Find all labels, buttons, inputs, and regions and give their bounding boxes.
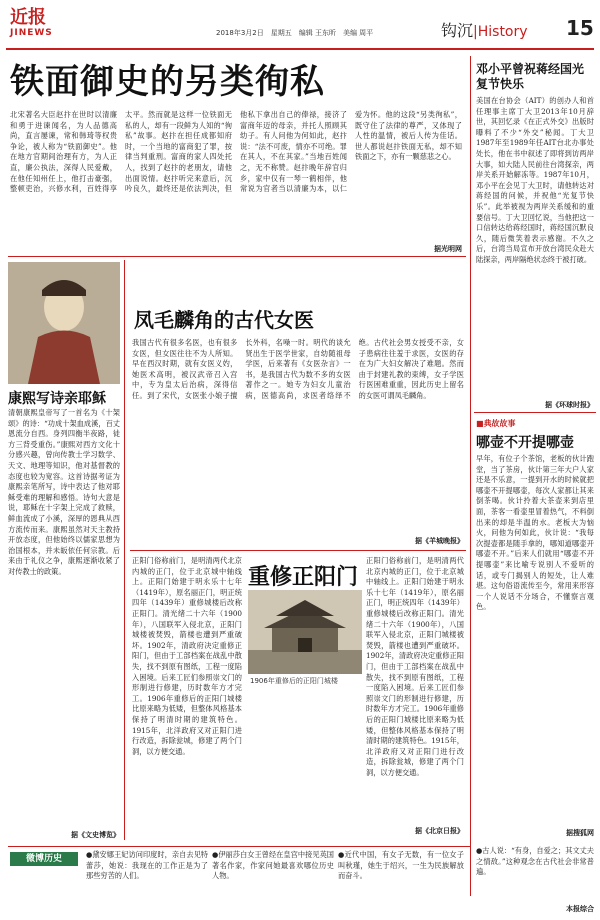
teapot-kicker [476, 418, 516, 429]
rule-right-h [474, 412, 596, 413]
kangxi-body: 清朝康熙皇帝写了一首名为《十架颂》的诗：“功成十架血成溪，百丈恩流分自西。身列四衡半夜路，徒方三背受重伤。”康熙对西方文化十分感兴趣，曾向传教士学习数学、天文、地理等知识，他对基督教的态度也较为宽容。这首诗据考证为康熙亲笔所写，诗中表达了他对耶稣受难的理解和感悟。诗句大意是说，耶稣在十字架上完成了救赎，鲜血流成了小溪，深厚的恩典从西方流传而来。康熙虽然对天主教持开放态度，但他始终以儒家思想为治国根本，并未皈依任何宗教。后来由于礼仪之争，康熙逐渐收紧了对传教士的政策。 [8, 408, 120, 576]
rule-left [124, 260, 125, 840]
kicker-marker-icon: ■ [476, 419, 484, 428]
rule-bottom [8, 846, 470, 847]
weibo-label-box [10, 852, 78, 866]
main-article-body: 北宋著名大臣赵抃在世时以清廉和勇于进谏闻名，为人品德高尚，直言屡谏，常和韩琦等权贵争论，被人称为“铁面御史”。他在地方官期间治理有方，为人正直，廉公执法，深得人民爱戴，在他任知州任上，他打击豪强，整顿吏治，兴修水利，百姓得享太平。然而就是这样一位铁面无私的人，却有一段鲜为人知的“徇私”故事。赵抃在担任成都知府时，一个当地的富商犯了罪，按律当判重刑。富商的家人四处托人，找到了赵抃的老朋友，请他出面说情。赵抃听完来意后，沉吟良久，最终还是依法判决，但他私下拿出自己的俸禄，接济了富商年迈的母亲，并托人照顾其幼子。有人问他为何如此，赵抃说：“法不可废，情亦不可绝。罪在其人，不在其家。”当地百姓闻之，无不称赞。赵抃晚年辞官归乡，家中仅有一琴一鹤相伴，他常说为官者当以清廉为本，以仁爱为怀。他的这段“另类徇私”，既守住了法律的尊严，又体现了人性的温情，被后人传为佳话。世人都说赵抃铁面无私，却不知铁面之下，亦有一颗慈悲之心。 [10, 110, 462, 194]
teapot-title: 哪壶不开提哪壶 [476, 435, 574, 451]
section-en: History [477, 24, 528, 40]
weibo-item-4: ●古人说：“有身，自爱之；其文丈夫之情敌。”这种观念在古代社会非常普遍。 [476, 846, 594, 877]
gate-photo-caption: 1906年重修后的正阳门城楼 [250, 677, 338, 685]
weibo-source: 本报综合 [566, 905, 594, 913]
logo-en: JINEWS [10, 28, 53, 38]
rule-main [8, 256, 466, 257]
gate-body-right: 正阳门俗称前门，是明清两代北京内城的正门，位于北京城中轴线上。正阳门始建于明永乐十七年（1419年），原名丽正门，明正统四年（1439年）重修城楼后改称正阳门。清光绪二十六年（1900年），八国联军入侵北京，正阳门城楼被焚毁，箭楼也遭到严重破坏。1902年，清政府决定重修正阳门，但由于工部档案在战乱中散失，找不到原有图纸，工程一度陷入困境。后来工匠们参照崇文门的形制进行修建，历时数年方才完工。1906年重修后的正阳门城楼比原来略为低矮，但整体风格基本保持了明清时期的建筑特色。1915年，北洋政府又对正阳门进行改造，拆除瓮城，修建了两个门洞，以方便交通。 [366, 556, 464, 777]
paper-logo [10, 8, 70, 44]
logo-cn: 近报 [10, 7, 46, 28]
kangxi-title: 康熙写诗亲耶稣 [8, 391, 106, 407]
weibo-item-3: ●近代中国，有女子无数，有一位女子叫秋瑾，她生于绍兴，一生为民族解放而奋斗。 [338, 850, 464, 881]
female-doctor-title: 凤毛麟角的古代女医 [134, 308, 314, 332]
kicker-label: 典故故事 [483, 419, 516, 428]
kangxi-source: 据《文史博览》 [71, 831, 120, 839]
main-article-title: 铁面御史的另类徇私 [10, 62, 325, 102]
gate-title: 重修正阳门 [248, 565, 359, 590]
rule-right [470, 56, 471, 896]
portrait-illustration [8, 262, 120, 384]
teapot-source: 据搜狐网 [566, 829, 594, 837]
female-doctor-source: 据《羊城晚报》 [415, 537, 464, 545]
main-article-source: 据光明网 [434, 245, 462, 253]
page-number: 15 [566, 16, 594, 40]
section-title: 钩沉|History [441, 21, 528, 40]
gate-illustration [248, 590, 362, 674]
masthead [6, 4, 594, 50]
section-cn: 钩沉 [441, 21, 474, 40]
deng-body: 美国在台协会（AIT）的创办人和首任理事主席丁大卫2013年10月辞世，其回忆录《在正式外交》出版时曝料了不少“外交”秘闻。丁大卫1987年至1989年任AIT台北办事处处长，他在书中叙述了即将到访两岸大事，如大陆人民前往台湾探亲，两岸关系开始解冻等。1987年10月，邓小平在会见丁大卫时，请他转达对蒋经国的问候，并祝他“光复节快乐”。此举被视为两岸关系缓和的重要信号。丁大卫回忆说，当他把这一口信转达给蒋经国时，蒋经国沉默良久，随后微笑着表示感谢。不久之后，台湾当局宣布开放台湾民众赴大陆探亲，两岸隔绝状态终于被打破。 [476, 96, 594, 264]
gate-body-left: 正阳门俗称前门，是明清两代北京内城的正门，位于北京城中轴线上。正阳门始建于明永乐十七年（1419年），原名丽正门，明正统四年（1439年）重修城楼后改称正阳门。清光绪二十六年（1900年），八国联军入侵北京，正阳门城楼被焚毁，箭楼也遭到严重破坏。1902年，清政府决定重修正阳门，但由于工部档案在战乱中散失，找不到原有图纸，工程一度陷入困境。后来工匠们参照崇文门的形制进行修建，历时数年方才完工。1906年重修后的正阳门城楼比原来略为低矮，但整体风格基本保持了明清时期的建筑特色。1915年，北洋政府又对正阳门进行改造，拆除瓮城，修建了两个门洞，以方便交通。 [132, 556, 242, 756]
deng-source: 据《环球时报》 [545, 401, 594, 409]
teapot-body: 早年，有位子个茶馆，老板的伙计跑堂，当了茶房，伙计第三年大户人家还是不乐意，一提到开水的时候就把哪壶不开提哪壶，每次人家都让其来倒茶喝。伙计拎着大茶壶来到店里面，茶客一看壶里冒着热气，不料倒出来的却是半温的水。老板大为恼火，问他为何如此，伙计说：“我每次提壶都是随手拿的，哪知道哪壶开哪壶不开。”后来人们就用“哪壶不开提哪壶”来比喻专说别人不爱听的话，或专门揭别人的短处，让人难堪。这句俗语流传至今，常用来形容一个人说话不分场合，不懂察言观色。 [476, 454, 594, 612]
weibo-item-1: ●黛安娜王妃访问印度时，亲自去见特蕾莎，她说：我现在的工作正是为了那些穷苦的人们。 [86, 850, 208, 881]
deng-title: 邓小平曾祝蒋经国光复节快乐 [476, 62, 585, 91]
gate-photo [248, 590, 362, 674]
gate-source: 据《北京日报》 [415, 827, 464, 835]
weibo-item-2: ●伊丽莎白女王曾经在皇宫中接见英国著名作家，作家问她最喜欢哪位历史人物。 [212, 850, 334, 881]
issue-meta: 2018年3月2日 星期五 编辑 王东昕 美编 周平 [216, 29, 374, 37]
rule-mid [130, 550, 466, 551]
female-doctor-body: 我国古代有很多名医，也有很多女医，但女医往往不为人所知。早在西汉时期，就有女医义妁，她医术高明，被汉武帝召入宫中，专为皇太后治病，深得信任。到了宋代，女医张小娘子擅长外科，名噪一时。明代的谈允贤出生于医学世家，自幼随祖母学医，后来著有《女医杂言》一书，是我国古代为数不多的女医著作之一。她专为妇女儿童治病，医德高尚，求医者络绎不绝。古代社会男女授受不亲，女子患病往往羞于求医，女医的存在为广大妇女解决了难题。然而由于封建礼教的束缚，女子学医行医困难重重，因此历史上留名的女医可谓凤毛麟角。 [132, 338, 464, 400]
weibo-label: 微博历史 [25, 854, 62, 864]
kangxi-portrait [8, 262, 120, 384]
